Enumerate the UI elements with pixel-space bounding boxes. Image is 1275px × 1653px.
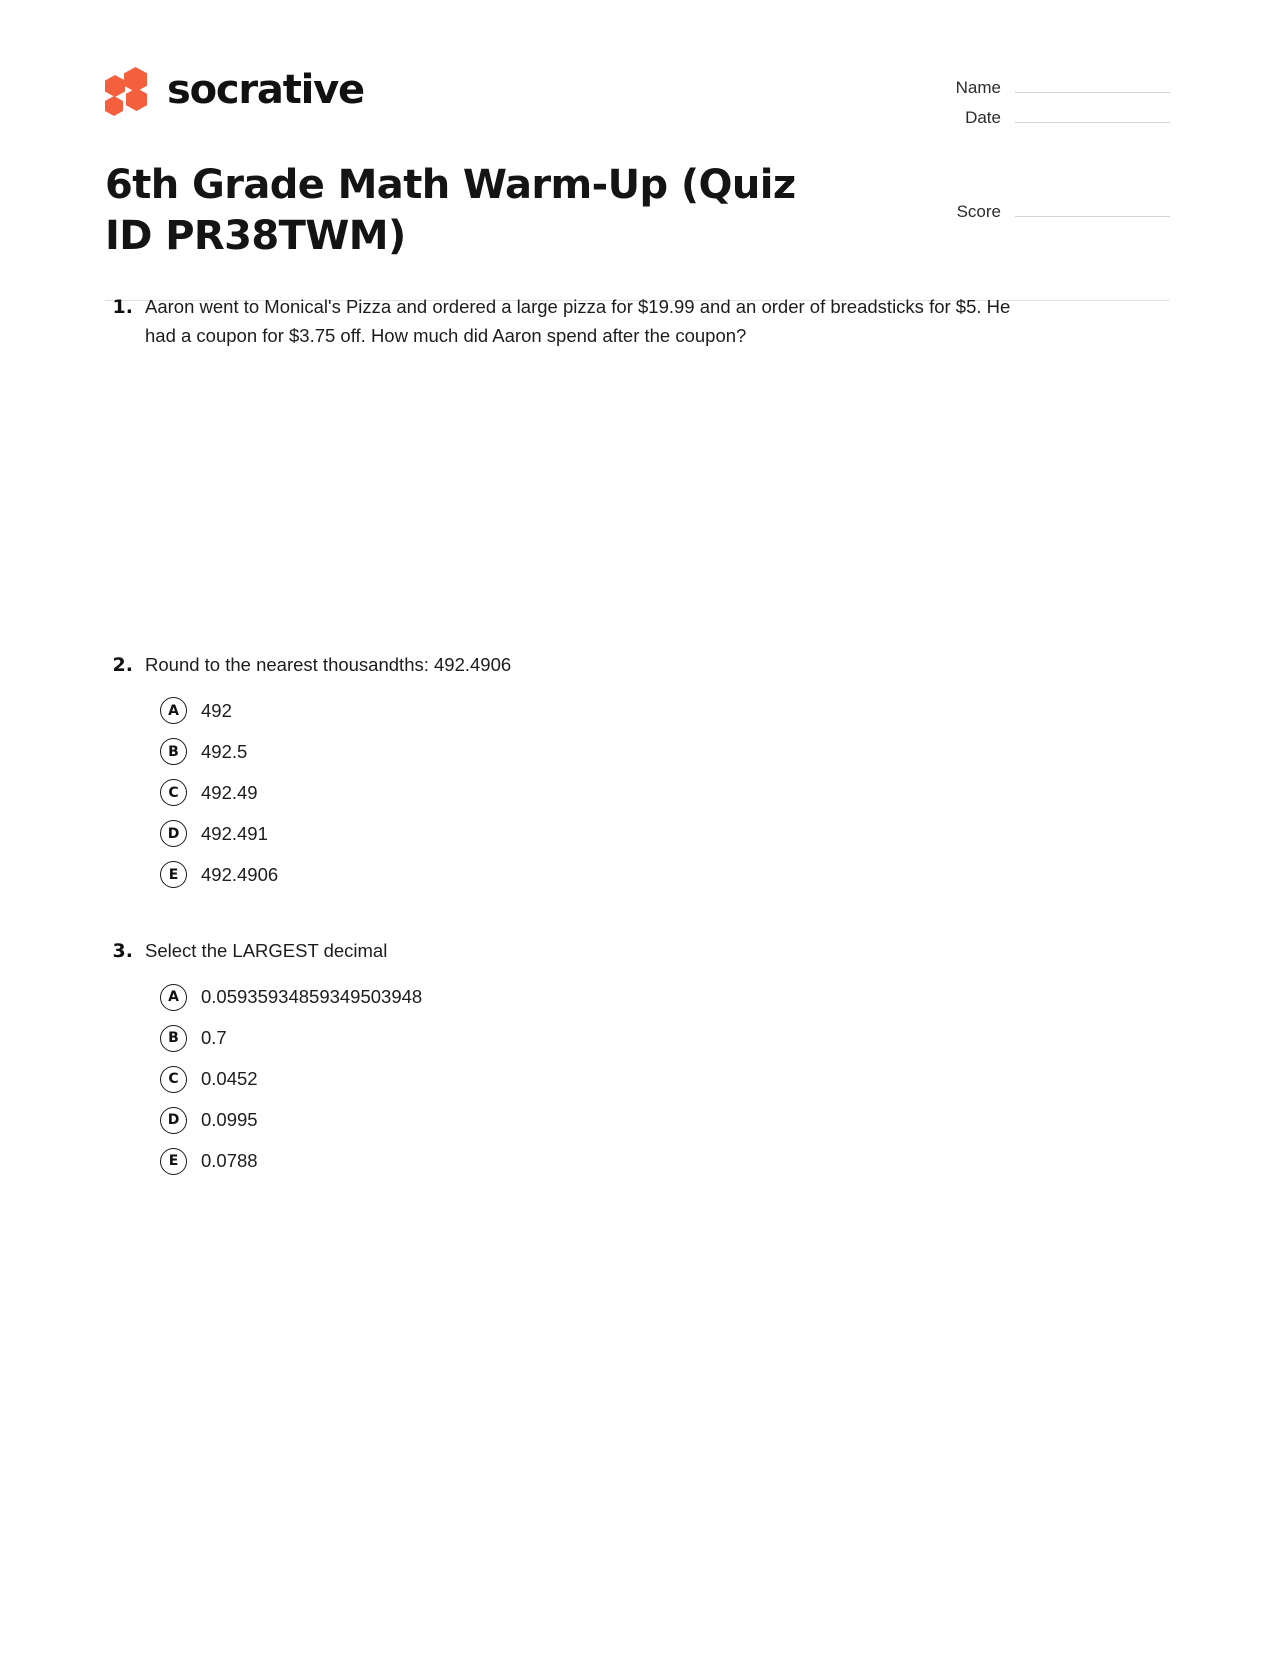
question-2-number: 2. [112,653,133,676]
date-field-row [910,106,1170,128]
choice-option[interactable] [105,1018,1170,1059]
choice-label-b: 492.5 [201,740,248,762]
student-info-fields [910,62,1170,230]
question-3-number: 3. [112,940,133,963]
date-field-label: Date [965,108,1001,127]
choice-label-c: 492.49 [201,781,258,803]
choice-bubble-a[interactable]: A [160,697,187,724]
choice-bubble-e[interactable]: E [160,1148,187,1175]
choice-option[interactable] [105,813,1170,854]
question-3-text: Select the LARGEST decimal [145,940,388,962]
choice-option[interactable] [105,772,1170,813]
brand-and-title [105,62,845,262]
date-field-input[interactable] [1015,106,1170,123]
choice-label-a: 0.05935934859349503948 [201,986,423,1008]
question-2-text: Round to the nearest thousandths: 492.4906 [145,653,512,675]
choice-option[interactable] [105,731,1170,772]
choice-label-d: 492.491 [201,822,268,844]
question-3 [105,937,1170,1181]
question-1-number: 1. [112,296,133,319]
choice-label-a: 492 [201,699,232,721]
question-1 [105,293,1170,650]
page-header [0,0,1275,262]
question-spacer [105,895,1170,937]
question-3-choices [105,977,1170,1182]
choice-label-c: 0.0452 [201,1068,258,1090]
choice-bubble-b[interactable]: B [160,738,187,765]
choice-option[interactable] [105,690,1170,731]
score-field-input[interactable] [1015,200,1170,217]
choice-label-d: 0.0995 [201,1109,258,1131]
question-2-header [105,651,1170,680]
choice-bubble-d[interactable]: D [160,1107,187,1134]
question-2-choices [105,690,1170,895]
question-1-text: Aaron went to Monical's Pizza and ordered a large pizza for $19.99 and an order of breadsticks for $5. He had a coupon for $3.75 off. How much did Aaron spend after the coupon? [145,296,1011,347]
brand-wordmark: socrative [167,67,364,113]
brand-logo [105,62,845,118]
choice-bubble-e[interactable]: E [160,861,187,888]
question-1-header [105,293,1170,350]
name-field-input[interactable] [1015,76,1170,93]
questions-list [0,293,1275,1181]
name-field-row [910,76,1170,98]
choice-bubble-c[interactable]: C [160,1066,187,1093]
choice-bubble-c[interactable]: C [160,779,187,806]
score-field-row [910,200,1170,222]
page-title: 6th Grade Math Warm-Up (Quiz ID PR38TWM) [105,162,796,260]
score-field-label: Score [956,202,1001,221]
choice-option[interactable] [105,1100,1170,1141]
question-1-answer-area[interactable] [105,351,1170,651]
choice-option[interactable] [105,1059,1170,1100]
choice-label-e: 0.0788 [201,1150,258,1172]
choice-option[interactable] [105,854,1170,895]
name-field-label: Name [955,78,1001,97]
socrative-hexagon-logo-icon [105,67,151,113]
choice-option[interactable] [105,1141,1170,1182]
choice-bubble-b[interactable]: B [160,1025,187,1052]
choice-bubble-d[interactable]: D [160,820,187,847]
choice-label-e: 492.4906 [201,863,279,885]
question-3-header [105,937,1170,966]
choice-label-b: 0.7 [201,1027,227,1049]
choice-bubble-a[interactable]: A [160,984,187,1011]
question-2 [105,651,1170,895]
choice-option[interactable] [105,977,1170,1018]
